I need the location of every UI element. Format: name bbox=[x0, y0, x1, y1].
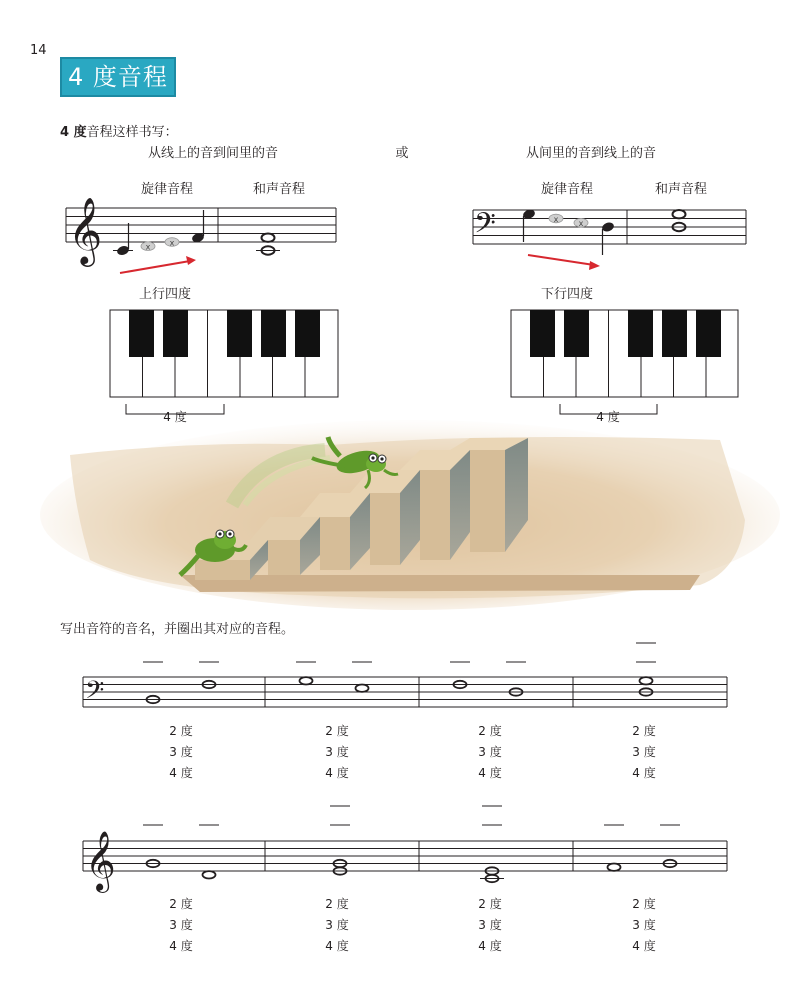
choice-4th[interactable]: 4 度 bbox=[632, 939, 656, 953]
choice-3rd[interactable]: 3 度 bbox=[169, 745, 193, 759]
left-fourth-label: 4 度 bbox=[160, 408, 189, 425]
left-fourth-bracket bbox=[126, 404, 224, 414]
right-keyboard bbox=[511, 310, 738, 397]
bass-example-notes bbox=[522, 208, 686, 255]
ascending-label: 上行四度 bbox=[138, 287, 192, 302]
svg-text:x: x bbox=[553, 214, 559, 224]
choice-2nd[interactable]: 2 度 bbox=[632, 897, 656, 911]
choice-3rd[interactable]: 3 度 bbox=[478, 745, 502, 759]
right-heading: 从间里的音到线上的音 bbox=[525, 146, 657, 161]
choice-2nd[interactable]: 2 度 bbox=[169, 897, 193, 911]
left-harmonic-label: 和声音程 bbox=[252, 182, 306, 197]
treble-clef-icon: 𝄞 bbox=[85, 831, 116, 891]
left-melodic-label: 旋律音程 bbox=[140, 182, 194, 197]
choice-4th[interactable]: 4 度 bbox=[478, 766, 502, 780]
left-keyboard bbox=[110, 310, 338, 397]
choice-2nd[interactable]: 2 度 bbox=[169, 724, 193, 738]
exercise-treble-answer-lines bbox=[143, 806, 680, 825]
descending-arrow bbox=[528, 255, 600, 270]
right-fourth-label: 4 度 bbox=[593, 408, 622, 425]
choice-4th[interactable]: 4 度 bbox=[325, 766, 349, 780]
svg-text:x: x bbox=[169, 238, 175, 248]
exercise-instruction: 写出音符的音名，并圈出其对应的音程。 bbox=[60, 622, 295, 637]
exercise-bass-staff bbox=[83, 677, 727, 707]
choice-3rd[interactable]: 3 度 bbox=[478, 918, 502, 932]
left-heading: 从线上的音到间里的音 bbox=[147, 146, 279, 161]
choice-4th[interactable]: 4 度 bbox=[169, 766, 193, 780]
choice-3rd[interactable]: 3 度 bbox=[325, 918, 349, 932]
page-title: 4 度音程 bbox=[68, 63, 168, 91]
bass-clef-icon: 𝄢 bbox=[474, 207, 496, 247]
svg-text:x: x bbox=[145, 242, 151, 252]
right-harmonic-label: 和声音程 bbox=[654, 182, 708, 197]
page-number: 14 bbox=[30, 43, 47, 58]
intro-rest: 音程这样书写： bbox=[86, 125, 178, 140]
choice-4th[interactable]: 4 度 bbox=[632, 766, 656, 780]
choice-4th[interactable]: 4 度 bbox=[478, 939, 502, 953]
choice-2nd[interactable]: 2 度 bbox=[478, 897, 502, 911]
choice-2nd[interactable]: 2 度 bbox=[325, 897, 349, 911]
or-text: 或 bbox=[395, 146, 409, 161]
choice-2nd[interactable]: 2 度 bbox=[325, 724, 349, 738]
choice-4th[interactable]: 4 度 bbox=[325, 939, 349, 953]
exercise-bass-answer-lines bbox=[143, 643, 656, 662]
intro-bold: 4 度 bbox=[60, 125, 87, 140]
treble-clef-icon: 𝄞 bbox=[68, 196, 103, 264]
right-fourth-bracket bbox=[560, 404, 657, 414]
exercise-treble-staff bbox=[83, 841, 727, 871]
bass-clef-icon: 𝄢 bbox=[85, 676, 105, 711]
right-melodic-label: 旋律音程 bbox=[540, 182, 594, 197]
svg-text:x: x bbox=[578, 219, 584, 228]
choice-3rd[interactable]: 3 度 bbox=[169, 918, 193, 932]
choice-3rd[interactable]: 3 度 bbox=[632, 745, 656, 759]
choice-3rd[interactable]: 3 度 bbox=[632, 918, 656, 932]
choice-2nd[interactable]: 2 度 bbox=[478, 724, 502, 738]
choice-4th[interactable]: 4 度 bbox=[169, 939, 193, 953]
choice-2nd[interactable]: 2 度 bbox=[632, 724, 656, 738]
frog-stairs-illustration bbox=[40, 420, 780, 610]
descending-label: 下行四度 bbox=[540, 287, 594, 302]
choice-3rd[interactable]: 3 度 bbox=[325, 745, 349, 759]
ascending-arrow bbox=[120, 256, 196, 273]
